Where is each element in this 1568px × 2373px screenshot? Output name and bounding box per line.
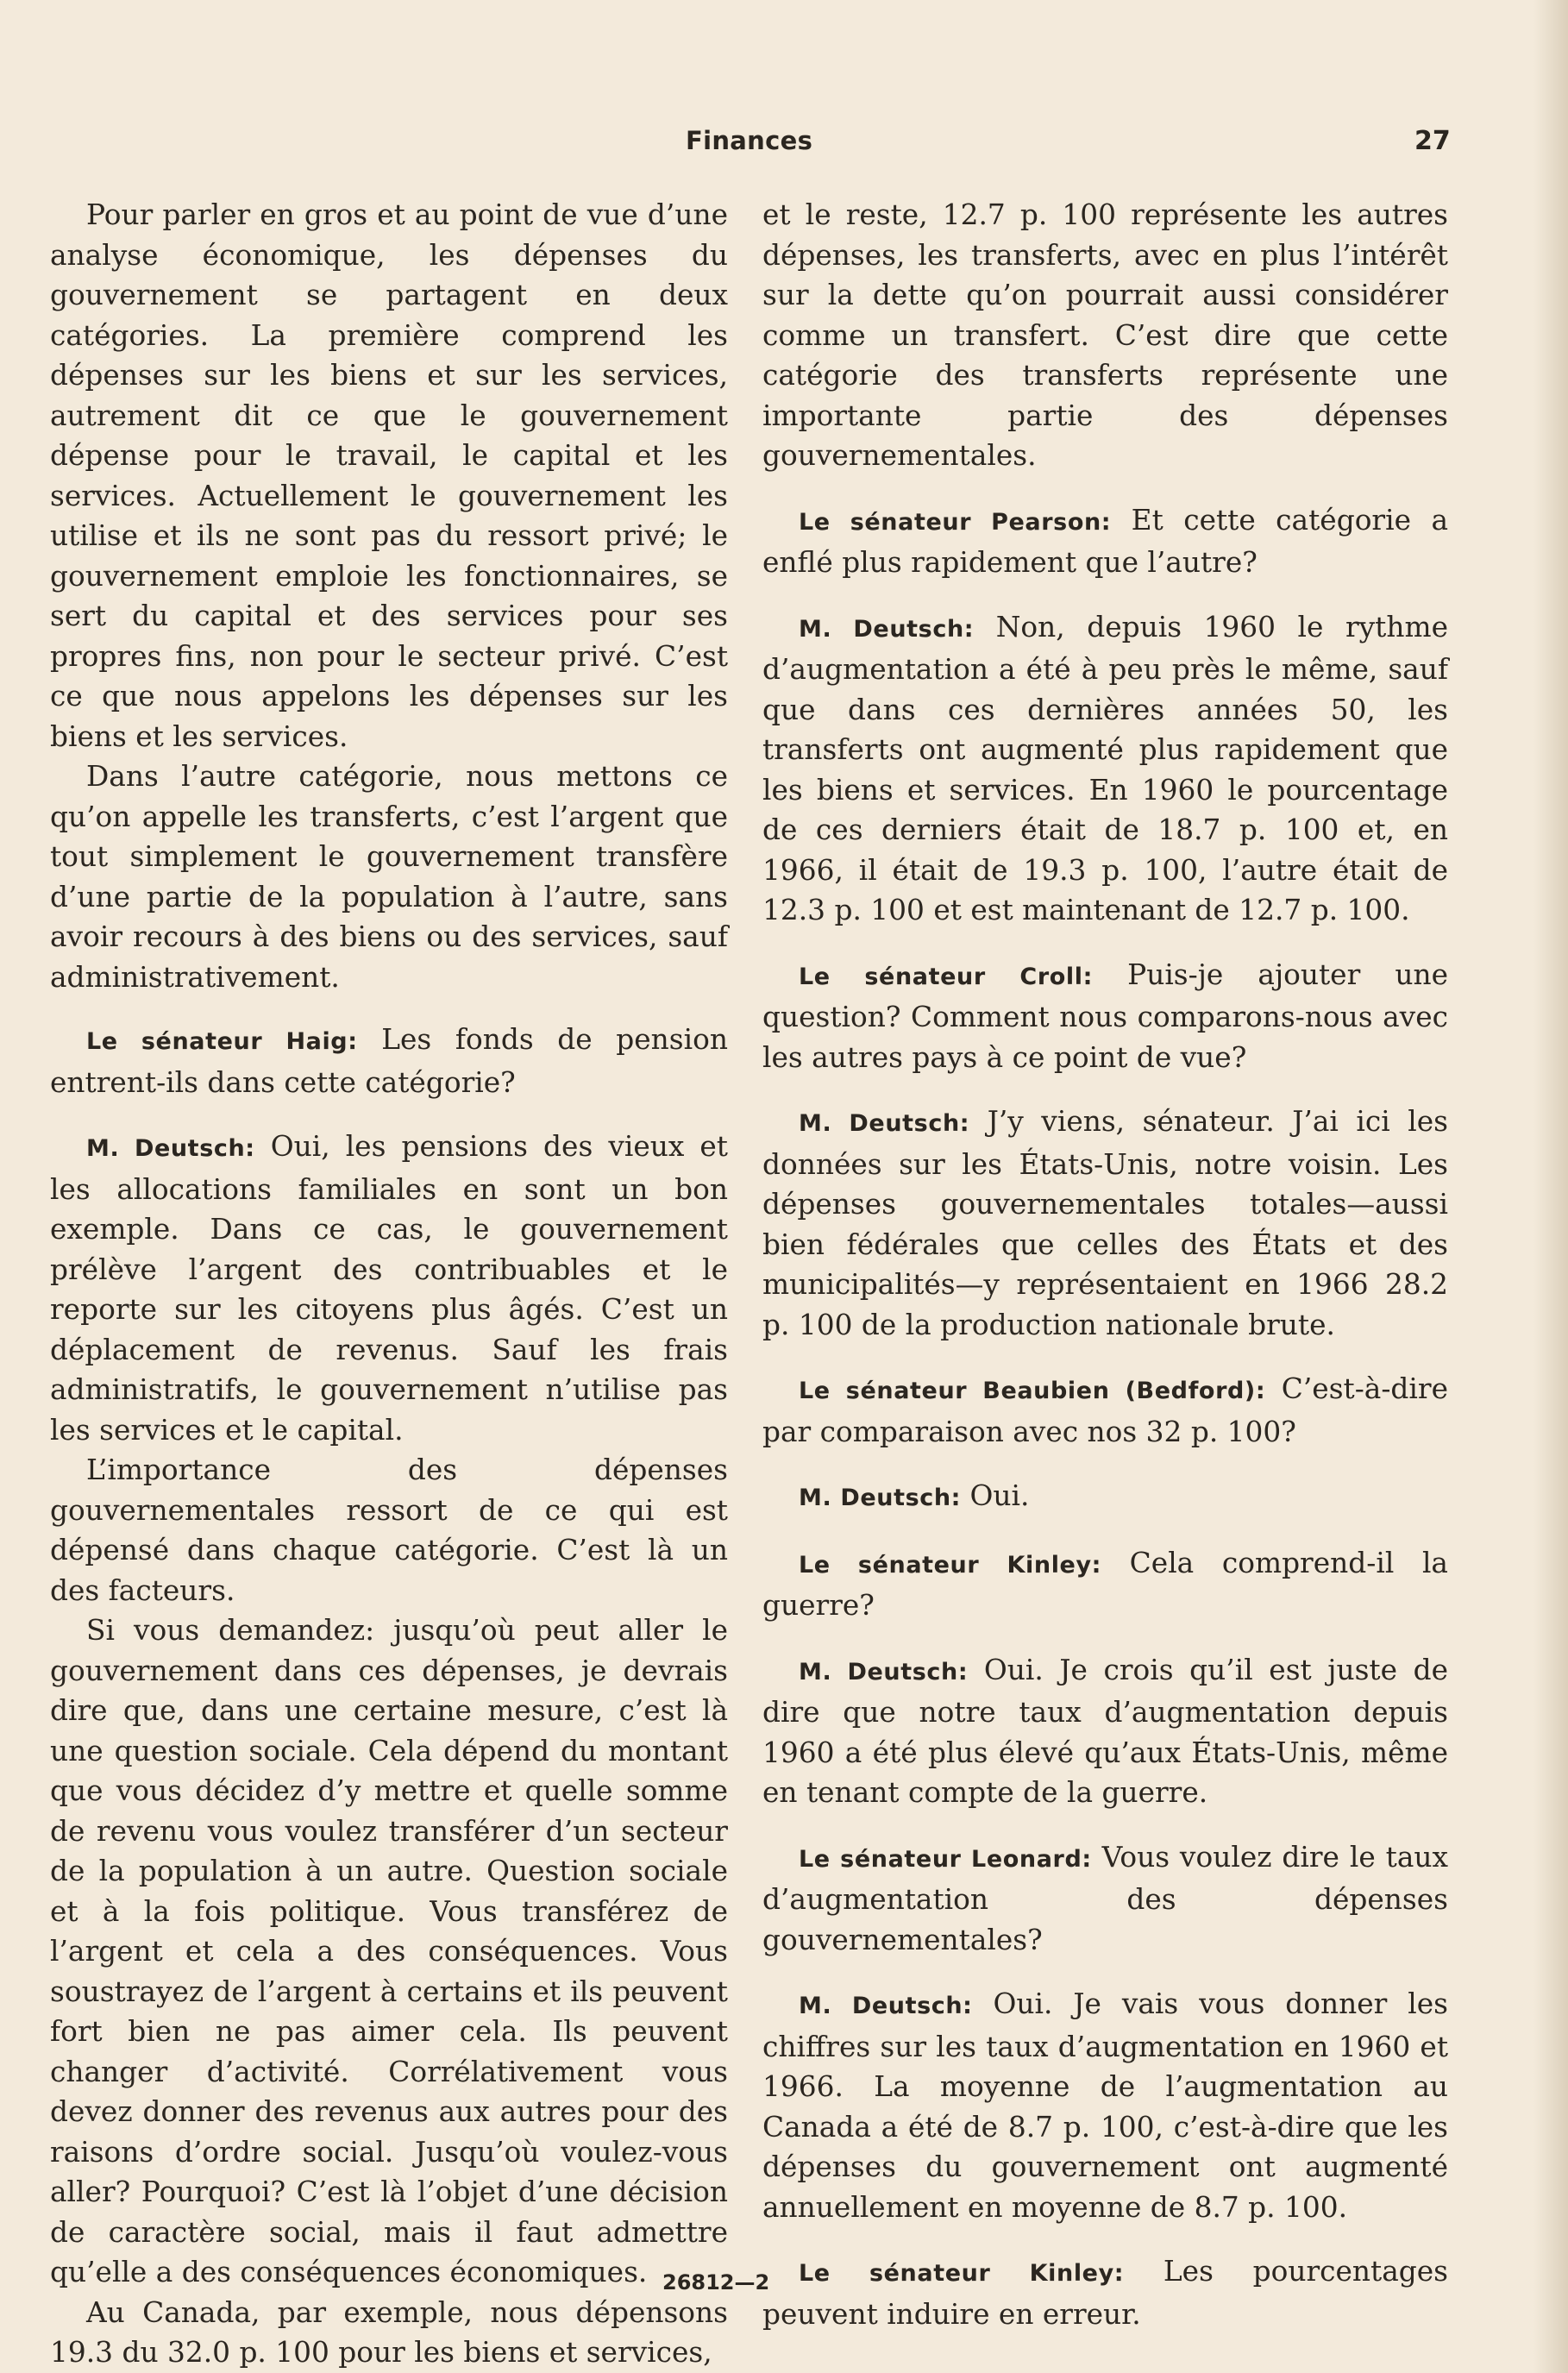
left-column bbox=[50, 195, 728, 2373]
paragraph: Dans l’autre catégorie, nous mettons ce qu’on appelle les transferts, c’est l’argent que tout simplement le gouvernement transfère d’une partie de la population à l’autre, sans avoir recours à des biens ou des services, sauf administrativement. bbox=[50, 760, 728, 994]
paragraph: Pour parler en gros et au point de vue d’une analyse économique, les dépenses du gouvernement se partagent en deux catégories. La première comprend les dépenses sur les biens et sur les services, autrement dit ce que le gouvernement dépense pour le travail, le capital et les services. Actuellement le gouvernement les utilise et ils ne sont pas du ressort privé; le gouvernement emploie les fonctionnaires, se sert du capital et des services pour ses propres fins, non pour le secteur privé. C’est ce que nous appelons les dépenses sur les biens et les services. bbox=[50, 198, 728, 753]
speech-text: Les fonds de pension entrent-ils dans cette catégorie? bbox=[50, 1023, 728, 1099]
speech-text: Vous voulez dire le taux d’augmentation des dépenses gouvernementales? bbox=[762, 1840, 1448, 1956]
paragraph: Si vous demandez: jusqu’où peut aller le gouvernement dans ces dépenses, je devrais dire que, dans une certaine mesure, c’est là une question sociale. Cela dépend du montant que vous décidez d’y mettre et quelle somme de revenu vous voulez transférer d’un secteur de la population à un autre. Question sociale et à la fois politique. Vous transférez de l’argent et cela a des conséquences. Vous soustrayez de l’argent à certains et ils peuvent fort bien ne pas aimer cela. Ils peuvent changer d’activité. Corrélativement vous devez donner des revenus aux autres pour des raisons d’ordre social. Jusqu’où voulez-vous aller? Pourquoi? C’est là l’objet d’une décision de caractère social, mais il faut admettre qu’elle a des conséquences économiques. bbox=[50, 1614, 728, 2288]
speaker-name: Le sénateur Kinley: bbox=[799, 2260, 1125, 2287]
speech-text: Et cette catégorie a enflé plus rapidement que l’autre? bbox=[762, 503, 1449, 579]
speech bbox=[50, 1020, 728, 1102]
speech bbox=[762, 1650, 1448, 1813]
speech bbox=[50, 1127, 728, 1450]
speaker-name: Le sénateur Haig: bbox=[86, 1028, 358, 1055]
paragraph: L’importance des dépenses gouvernementales ressort de ce qui est dépensé dans chaque catégorie. C’est là un des facteurs. bbox=[50, 1453, 728, 1607]
speech bbox=[762, 955, 1448, 1078]
speaker-name: Le sénateur Pearson: bbox=[799, 508, 1112, 536]
paragraph: Au Canada, par exemple, nous dépensons 19.3 du 32.0 p. 100 pour les biens et services, bbox=[50, 2295, 728, 2369]
speech-text: Oui. Je crois qu’il est juste de dire que notre taux d’augmentation depuis 1960 a été plus élevé qu’aux États-Unis, même en tenant compte de la guerre. bbox=[762, 1653, 1448, 1809]
speech bbox=[762, 607, 1448, 931]
page-edge-shadow bbox=[1534, 0, 1568, 2373]
speaker-name: M. Deutsch: bbox=[86, 1135, 255, 1162]
speech-text: Oui, les pensions des vieux et les allocations familiales en sont un bon exemple. Dans ce cas, le gouvernement prélève l’argent des contribuables et le reporte sur les citoyens plus âgés. C’est un déplacement de revenus. Sauf les frais administratifs, le gouvernement n’utilise pas les services et le capital. bbox=[50, 1130, 728, 1447]
speech-text: Les pourcentages peuvent induire en erreur. bbox=[762, 2255, 1448, 2331]
speech bbox=[762, 1476, 1448, 1519]
speaker-name: M. Deutsch: bbox=[799, 615, 975, 643]
speaker-name: M. Deutsch: bbox=[799, 1658, 969, 1686]
speech bbox=[762, 2251, 1448, 2334]
running-header-title: Finances bbox=[686, 126, 813, 155]
speech-text: Oui. bbox=[961, 1479, 1030, 1512]
speaker-name: M. Deutsch: bbox=[799, 1993, 973, 2019]
speech-text: Oui. Je vais vous donner les chiffres sur les taux d’augmentation en 1960 et 1966. La moyenne de l’augmentation au Canada a été de 8.7 p. 100, c’est-à-dire que les dépenses du gouvernement ont augmenté annuellement en moyenne de 8.7 p. 100. bbox=[762, 1987, 1449, 2224]
speaker-name: M. Deutsch: bbox=[799, 1485, 962, 1511]
speech bbox=[762, 1984, 1448, 2227]
speech-text: C’est-à-dire par comparaison avec nos 32 p. 100? bbox=[762, 1372, 1448, 1448]
speech-text: Puis-je ajouter une question? Comment nous comparons-nous avec les autres pays à ce point de vue? bbox=[762, 957, 1448, 1074]
speaker-name: Le sénateur Beaubien (Bedford): bbox=[799, 1378, 1266, 1404]
speaker-name: M. Deutsch: bbox=[799, 1110, 970, 1137]
speech bbox=[762, 1837, 1448, 1961]
speech bbox=[762, 1369, 1448, 1452]
speech bbox=[762, 500, 1448, 583]
printer-signature-mark: 26812—2 bbox=[662, 2270, 770, 2295]
speaker-name: Le sénateur Croll: bbox=[799, 963, 1094, 990]
speaker-name: Le sénateur Leonard: bbox=[799, 1845, 1092, 1873]
speech-text: Non, depuis 1960 le rythme d’augmentation a été à peu près le même, sauf que dans ces dernières années 50, les transferts ont augmenté plus rapidement que les biens et services. En 1960 le pourcentage de ces derniers était de 18.7 p. 100 et, en 1966, il était de 19.3 p. 100, l’autre était de 12.3 p. 100 et est maintenant de 12.7 p. 100. bbox=[762, 610, 1448, 926]
speech-text: J’y viens, sénateur. J’ai ici les données sur les États-Unis, notre voisin. Les dépenses gouvernementales totales—aussi bien fédérales que celles des États et des municipalités—y représentaient en 1966 28.2 p. 100 de la production nationale brute. bbox=[762, 1105, 1448, 1341]
speech-text: Cela comprend-il la guerre? bbox=[762, 1546, 1448, 1622]
speech bbox=[762, 1102, 1448, 1345]
paragraph-continued: et le reste, 12.7 p. 100 représente les autres dépenses, les transferts, avec en plus l’intérêt sur la dette qu’on pourrait aussi considérer comme un transfert. C’est dire que cette catégorie des transferts représente une importante partie des dépenses gouvernementales. bbox=[762, 198, 1448, 472]
page-number: 27 bbox=[1414, 126, 1451, 156]
speaker-name: Le sénateur Kinley: bbox=[799, 1551, 1102, 1579]
speech bbox=[762, 1543, 1448, 1626]
right-column bbox=[762, 195, 1448, 2358]
